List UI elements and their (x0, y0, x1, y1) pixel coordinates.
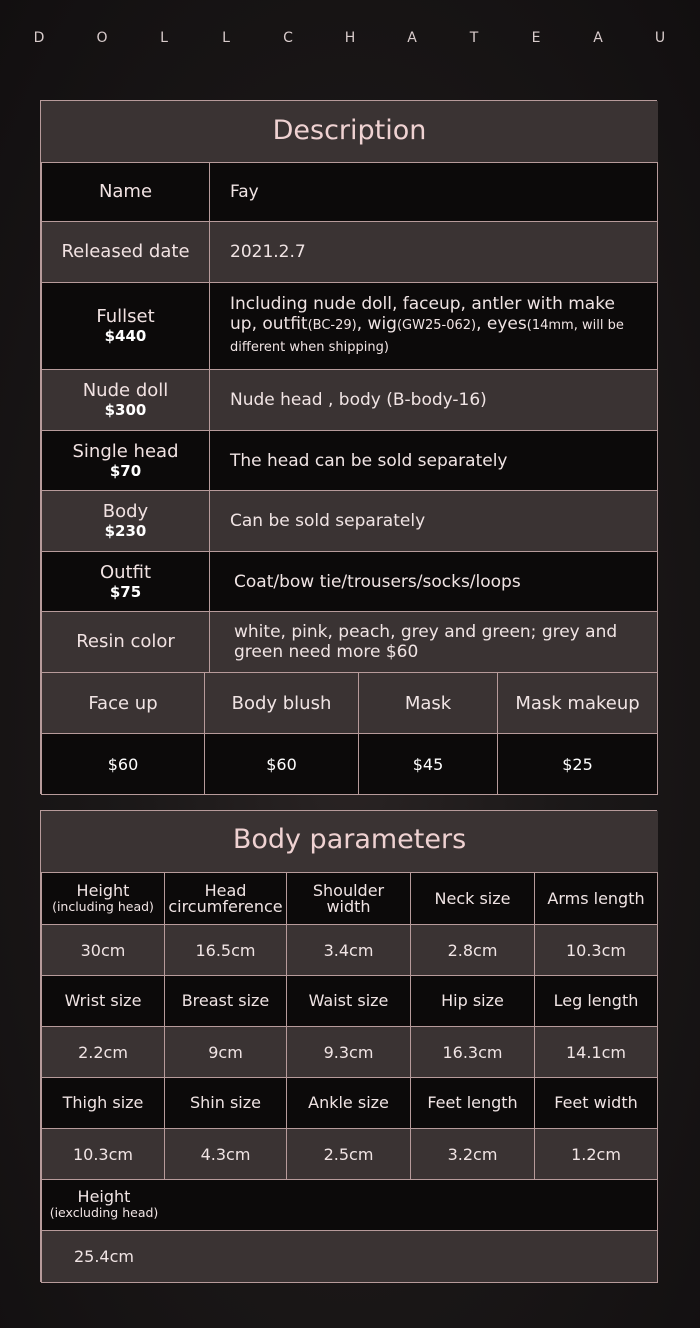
feet-length-value: 3.2cm (410, 1128, 535, 1180)
brand-letter: D (33, 30, 45, 46)
brand-letter: U (654, 30, 666, 46)
released-value-cell (209, 221, 658, 283)
brand-letter: T (469, 30, 479, 46)
fullset-label: Fullset (96, 306, 155, 327)
brand-letter: A (593, 30, 603, 46)
resin-color-label: Resin color (76, 631, 175, 652)
height-excluding-head-header: Height (iexcluding head) (49, 1187, 159, 1220)
option-body-blush-header: Body blush (204, 672, 359, 734)
single-head-label-cell (41, 430, 210, 491)
height-excluding-head-value-row (41, 1230, 658, 1283)
single-head-price: $70 (109, 461, 142, 480)
neck-size-header: Neck size (410, 872, 535, 925)
leg-length-header: Leg length (534, 975, 658, 1027)
thigh-size-value: 10.3cm (41, 1128, 165, 1180)
description-table (40, 100, 657, 794)
breast-size-value: 9cm (164, 1026, 287, 1078)
name-label: Name (98, 181, 153, 202)
wrist-size-header: Wrist size (41, 975, 165, 1027)
outfit-price: $75 (109, 582, 142, 601)
fullset-price: $440 (104, 327, 147, 345)
single-head-label: Single head (72, 440, 179, 462)
brand-letter: E (531, 30, 541, 46)
waist-size-header: Waist size (286, 975, 411, 1027)
ankle-size-header: Ankle size (286, 1077, 411, 1129)
fullset-label-cell (41, 282, 210, 370)
resin-color-value-cell (209, 611, 658, 673)
body-price: $230 (104, 522, 147, 540)
option-face-up-header: Face up (41, 672, 205, 734)
nude-doll-label: Nude doll (82, 380, 169, 401)
shin-size-header: Shin size (164, 1077, 287, 1129)
head-circumference-value: 16.5cm (164, 924, 287, 976)
body-value: Can be sold separately (230, 511, 426, 531)
brand-letter: A (407, 30, 417, 46)
body-parameters-table (40, 810, 657, 1282)
shoulder-width-value: 3.4cm (286, 924, 411, 976)
body-parameters-header (41, 811, 658, 873)
body-label: Body (102, 501, 149, 522)
height-including-head-value: 30cm (41, 924, 165, 976)
waist-size-value: 9.3cm (286, 1026, 411, 1078)
resin-color-value: white, pink, peach, grey and green; grey and green need more $60 (234, 622, 618, 662)
option-mask-header: Mask (358, 672, 498, 734)
ankle-size-value: 2.5cm (286, 1128, 411, 1180)
nude-doll-label-cell (41, 369, 210, 431)
description-header (41, 101, 658, 162)
arms-length-value: 10.3cm (534, 924, 658, 976)
outfit-value: Coat/bow tie/trousers/socks/loops (234, 571, 521, 592)
nude-doll-value-cell (209, 369, 658, 431)
arms-length-header: Arms length (534, 872, 658, 925)
breast-size-header: Breast size (164, 975, 287, 1027)
single-head-value-cell (209, 430, 658, 491)
option-mask-makeup-header: Mask makeup (497, 672, 658, 734)
single-head-value: The head can be sold separately (230, 450, 508, 471)
outfit-label: Outfit (99, 561, 152, 583)
thigh-size-header: Thigh size (41, 1077, 165, 1129)
brand-letter: H (344, 30, 356, 46)
leg-length-value: 14.1cm (534, 1026, 658, 1078)
brand-letter: L (160, 30, 168, 46)
height-excluding-head-header-row (41, 1179, 658, 1231)
wrist-size-value: 2.2cm (41, 1026, 165, 1078)
released-value: 2021.2.7 (230, 242, 306, 262)
feet-width-value: 1.2cm (534, 1128, 658, 1180)
head-circumference-header: Head circumference (164, 872, 287, 925)
shin-size-value: 4.3cm (164, 1128, 287, 1180)
brand-letter: O (96, 30, 108, 46)
nude-doll-price: $300 (104, 401, 147, 419)
fullset-value: Including nude doll, faceup, antler with make up, outfit(BC-29), wig(GW25-062), eyes(14mm, will be different when shipping) (230, 294, 624, 355)
name-value-cell (209, 162, 658, 222)
body-parameters-title: Body parameters (232, 824, 467, 855)
feet-width-header: Feet width (534, 1077, 658, 1129)
name-value: Fay (230, 182, 259, 202)
brand-letter: C (283, 30, 293, 46)
released-label: Released date (61, 241, 190, 262)
name-label-cell (41, 162, 210, 222)
option-mask-price: $45 (358, 733, 498, 795)
body-value-cell (209, 490, 658, 552)
outfit-label-cell (41, 551, 210, 612)
neck-size-value: 2.8cm (410, 924, 535, 976)
height-excluding-head-value: 25.4cm (73, 1247, 134, 1266)
resin-color-label-cell (41, 611, 210, 673)
released-label-cell (41, 221, 210, 283)
shoulder-width-header: Shoulder width (286, 872, 411, 925)
feet-length-header: Feet length (410, 1077, 535, 1129)
brand-letter: L (222, 30, 230, 46)
brand-logo (0, 30, 700, 54)
hip-size-value: 16.3cm (410, 1026, 535, 1078)
height-including-head-header: Height (including head) (41, 872, 165, 925)
option-face-up-price: $60 (41, 733, 205, 795)
outfit-value-cell (209, 551, 658, 612)
hip-size-header: Hip size (410, 975, 535, 1027)
fullset-value-cell (209, 282, 658, 370)
option-body-blush-price: $60 (204, 733, 359, 795)
nude-doll-value: Nude head , body (B-body-16) (230, 390, 487, 410)
option-mask-makeup-price: $25 (497, 733, 658, 795)
description-title: Description (272, 115, 427, 146)
body-label-cell (41, 490, 210, 552)
